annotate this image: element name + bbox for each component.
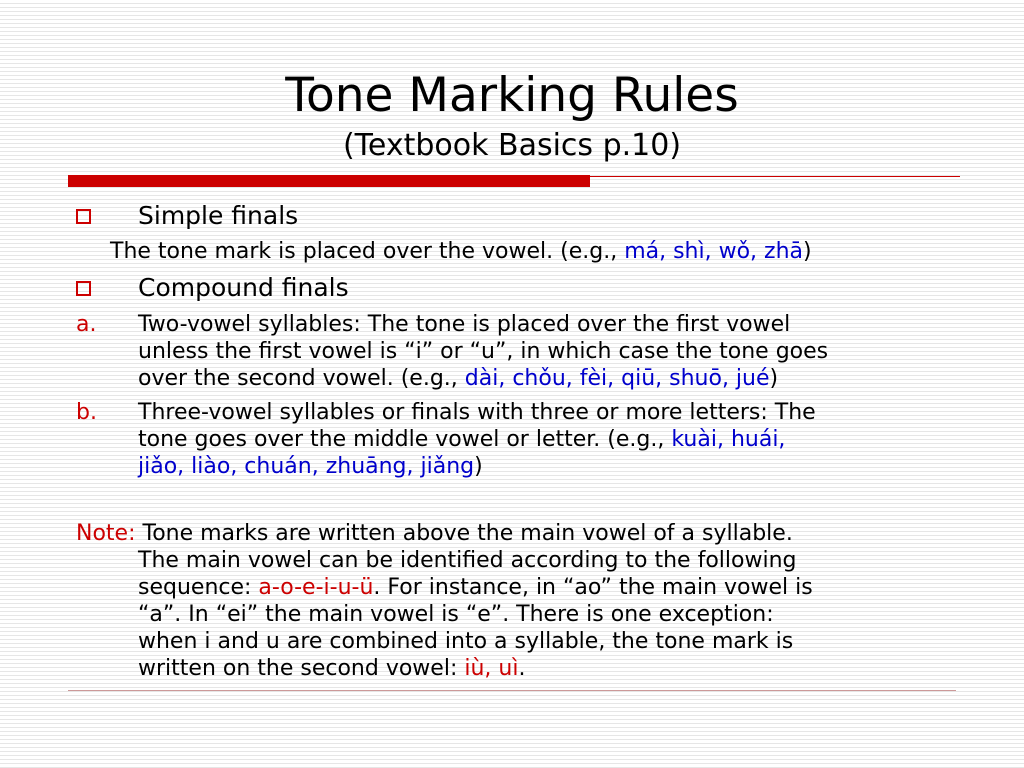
simple-finals-text: The tone mark is placed over the vowel. (e.g., má, shì, wǒ, zhā) <box>110 239 812 264</box>
simple-finals-examples: má, shì, wǒ, zhā <box>624 239 804 264</box>
title-underline-thin <box>590 176 960 177</box>
list-marker-a: a. <box>76 312 97 337</box>
note-line-6: written on the second vowel: iù, uì. <box>138 656 526 681</box>
slide-subtitle: (Textbook Basics p.10) <box>342 128 682 163</box>
three-vowel-examples-1: kuài, huái, <box>671 427 786 452</box>
square-bullet-icon <box>76 281 91 296</box>
note-line-1: Note: Tone marks are written above the main vowel of a syllable. <box>76 521 793 546</box>
note-line-3: sequence: a-o-e-i-u-ü. For instance, in “ao” the main vowel is <box>138 575 813 600</box>
two-vowel-line-3: over the second vowel. (e.g., dài, chǒu, fèi, qiū, shuō, jué) <box>138 366 779 391</box>
three-vowel-examples-2: jiǎo, liào, chuán, zhuāng, jiǎng <box>138 454 475 479</box>
note-line-5: when i and u are combined into a syllable, the tone mark is <box>138 629 794 654</box>
two-vowel-line-2: unless the first vowel is “i” or “u”, in which case the tone goes <box>138 339 829 364</box>
two-vowel-line-1: Two-vowel syllables: The tone is placed over the first vowel <box>138 312 791 337</box>
simple-finals-heading: Simple finals <box>138 201 299 230</box>
note-label: Note: <box>76 521 136 546</box>
square-bullet-icon <box>76 209 91 224</box>
three-vowel-line-2: tone goes over the middle vowel or letter. (e.g., kuài, huái, <box>138 427 786 452</box>
note-line-2: The main vowel can be identified according to the following <box>138 548 797 573</box>
three-vowel-line-3: jiǎo, liào, chuán, zhuāng, jiǎng) <box>138 454 483 479</box>
slide-title: Tone Marking Rules <box>285 68 739 123</box>
compound-finals-heading: Compound finals <box>138 273 349 302</box>
list-marker-b: b. <box>76 400 97 425</box>
vowel-sequence: a-o-e-i-u-ü <box>258 575 374 600</box>
two-vowel-examples: dài, chǒu, fèi, qiū, shuō, jué <box>464 366 770 391</box>
exception-examples: iù, uì <box>464 656 519 681</box>
three-vowel-line-1: Three-vowel syllables or finals with three or more letters: The <box>138 400 816 425</box>
note-line-4: “a”. In “ei” the main vowel is “e”. There is one exception: <box>138 602 774 627</box>
bottom-divider <box>68 690 956 691</box>
title-underline-thick <box>68 175 590 187</box>
